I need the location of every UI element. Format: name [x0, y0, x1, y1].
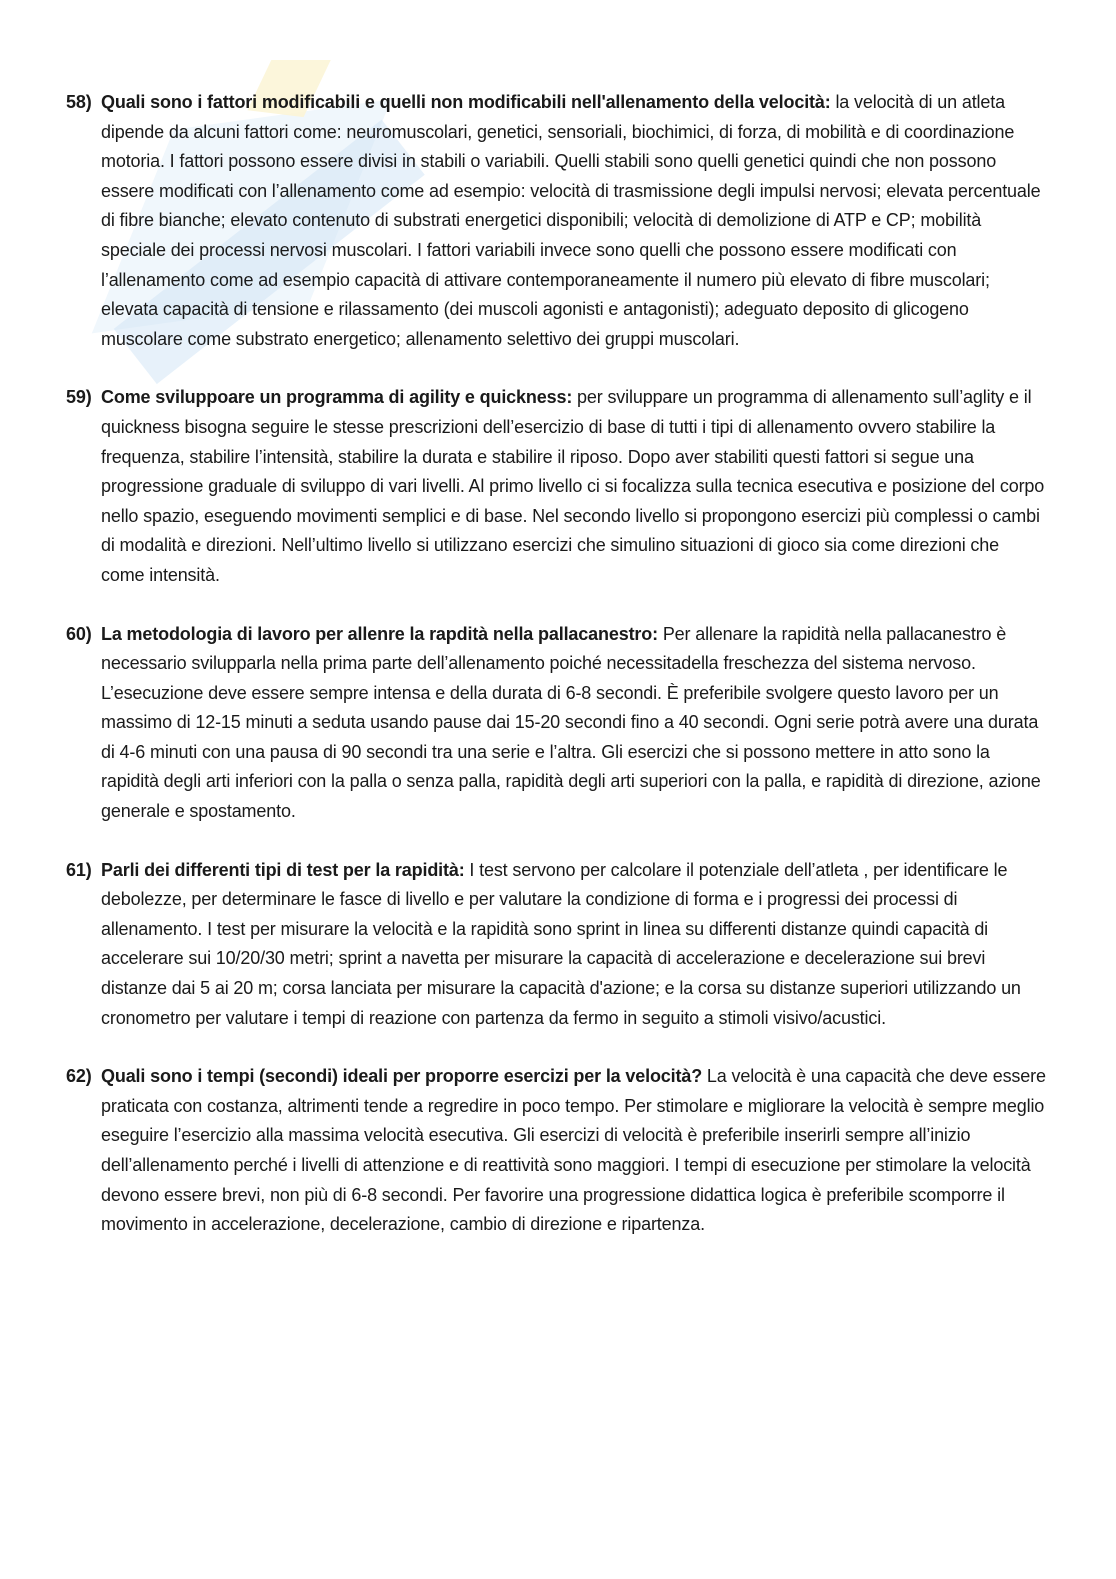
question-title: La metodologia di lavoro per allenre la rapdità nella pallacanestro:	[101, 623, 663, 644]
question-list	[66, 88, 1046, 1269]
question-title: Quali sono i tempi (secondi) ideali per proporre esercizi per la velocità?	[101, 1066, 707, 1087]
question-answer: I test servono per calcolare il potenziale dell’atleta , per identificare le debolezze, per determinare le fasce di livello e per valutare la condizione di forma e i progressi dei processi di allenamento. I test per misurare la velocità e la rapidità sono sprint in linea su differenti distanze quindi capacità di accelerare sui 10/20/30 metri; sprint a navetta per misurare la capacità di accelerazione e decelerazione sui brevi distanze dai 5 ai 20 m; corsa lanciata per misurare la capacità d'azione; e la corsa su distanze superiori utilizzando un cronometro per valutare i tempi di reazione con partenza da fermo in seguito a stimoli visivo/acustici.	[101, 859, 1021, 1028]
question-title: Quali sono i fattori modificabili e quelli non modificabili nell'allenamento della velocità:	[101, 92, 836, 112]
question-number: 59)	[66, 387, 92, 408]
question-item-61	[66, 856, 1046, 1034]
question-item-62	[66, 1062, 1046, 1240]
question-answer: la velocità di un atleta dipende da alcuni fattori come: neuromuscolari, genetici, sensoriali, biochimici, di forza, di mobilità e di coordinazione motoria. I fattori possono essere divisi in stabili o variabili. Quelli stabili sono quelli genetici quindi che non possono essere modificati con l’allenamento come ad esempio: velocità di trasmissione degli impulsi nervosi; elevata percentuale di fibre bianche; elevato contenuto di substrati energetici disponibili; velocità di demolizione di ATP e CP; mobilità speciale dei processi nervosi muscolari. I fattori variabili invece sono quelli che possono essere modificati con l’allenamento come ad esempio capacità di attivare contemporaneamente il numero più elevato di fibre muscolari; elevata capacità di tensione e rilassamento (dei muscoli agonisti e antagonisti); adeguato deposito di glicogeno muscolare come substrato energetico; allenamento selettivo dei gruppi muscolari.	[101, 92, 1041, 349]
question-title: Parli dei differenti tipi di test per la rapidità:	[101, 859, 470, 880]
question-item-58	[66, 88, 1046, 354]
question-item-59	[66, 383, 1046, 590]
question-number: 61)	[66, 859, 92, 880]
question-title: Come sviluppoare un programma di agility e quickness:	[101, 387, 578, 408]
question-answer: Per allenare la rapidità nella pallacanestro è necessario svilupparla nella prima parte dell’allenamento poiché necessitadella freschezza del sistema nervoso. L’esecuzione deve essere sempre intensa e della durata di 6-8 secondi. È preferibile svolgere questo lavoro per un massimo di 12-15 minuti a seduta usando pause dai 15-20 secondi fino a 40 secondi. Ogni serie potrà avere una durata di 4-6 minuti con una pausa di 90 secondi tra una serie e l’altra. Gli esercizi che si possono mettere in atto sono la rapidità degli arti inferiori con la palla o senza palla, rapidità degli arti superiori con la palla, e rapidità di direzione, azione generale e spostamento.	[101, 623, 1041, 822]
question-answer: La velocità è una capacità che deve essere praticata con costanza, altrimenti tende a regredire in poco tempo. Per stimolare e migliorare la velocità è sempre meglio eseguire l’esercizio alla massima velocità esecutiva. Gli esercizi di velocità è preferibile inserirli sempre all’inizio dell’allenamento perché i livelli di attenzione e di reattività sono maggiori. I tempi di esecuzione per stimolare la velocità devono essere brevi, non più di 6-8 secondi. Per favorire una progressione didattica logica è preferibile scomporre il movimento in accelerazione, decelerazione, cambio di direzione e ripartenza.	[101, 1066, 1046, 1235]
question-number: 62)	[66, 1066, 92, 1087]
question-number: 60)	[66, 623, 92, 644]
question-number: 58)	[66, 92, 92, 112]
question-item-60	[66, 620, 1046, 827]
question-answer: per sviluppare un programma di allenamento sull’aglity e il quickness bisogna seguire le stesse prescrizioni dell’esercizio di base di tutti i tipi di allenamento ovvero stabilire la frequenza, stabilire l’intensità, stabilire la durata e stabilire il riposo. Dopo aver stabiliti questi fattori si segue una progressione graduale di sviluppo di vari livelli. Al primo livello ci si focalizza sulla tecnica esecutiva e posizione del corpo nello spazio, eseguendo movimenti semplici e di base. Nel secondo livello si propongono esercizi più complessi o cambi di modalità e direzioni. Nell’ultimo livello si utilizzano esercizi che simulino situazioni di gioco sia come direzioni che come intensità.	[101, 387, 1045, 585]
